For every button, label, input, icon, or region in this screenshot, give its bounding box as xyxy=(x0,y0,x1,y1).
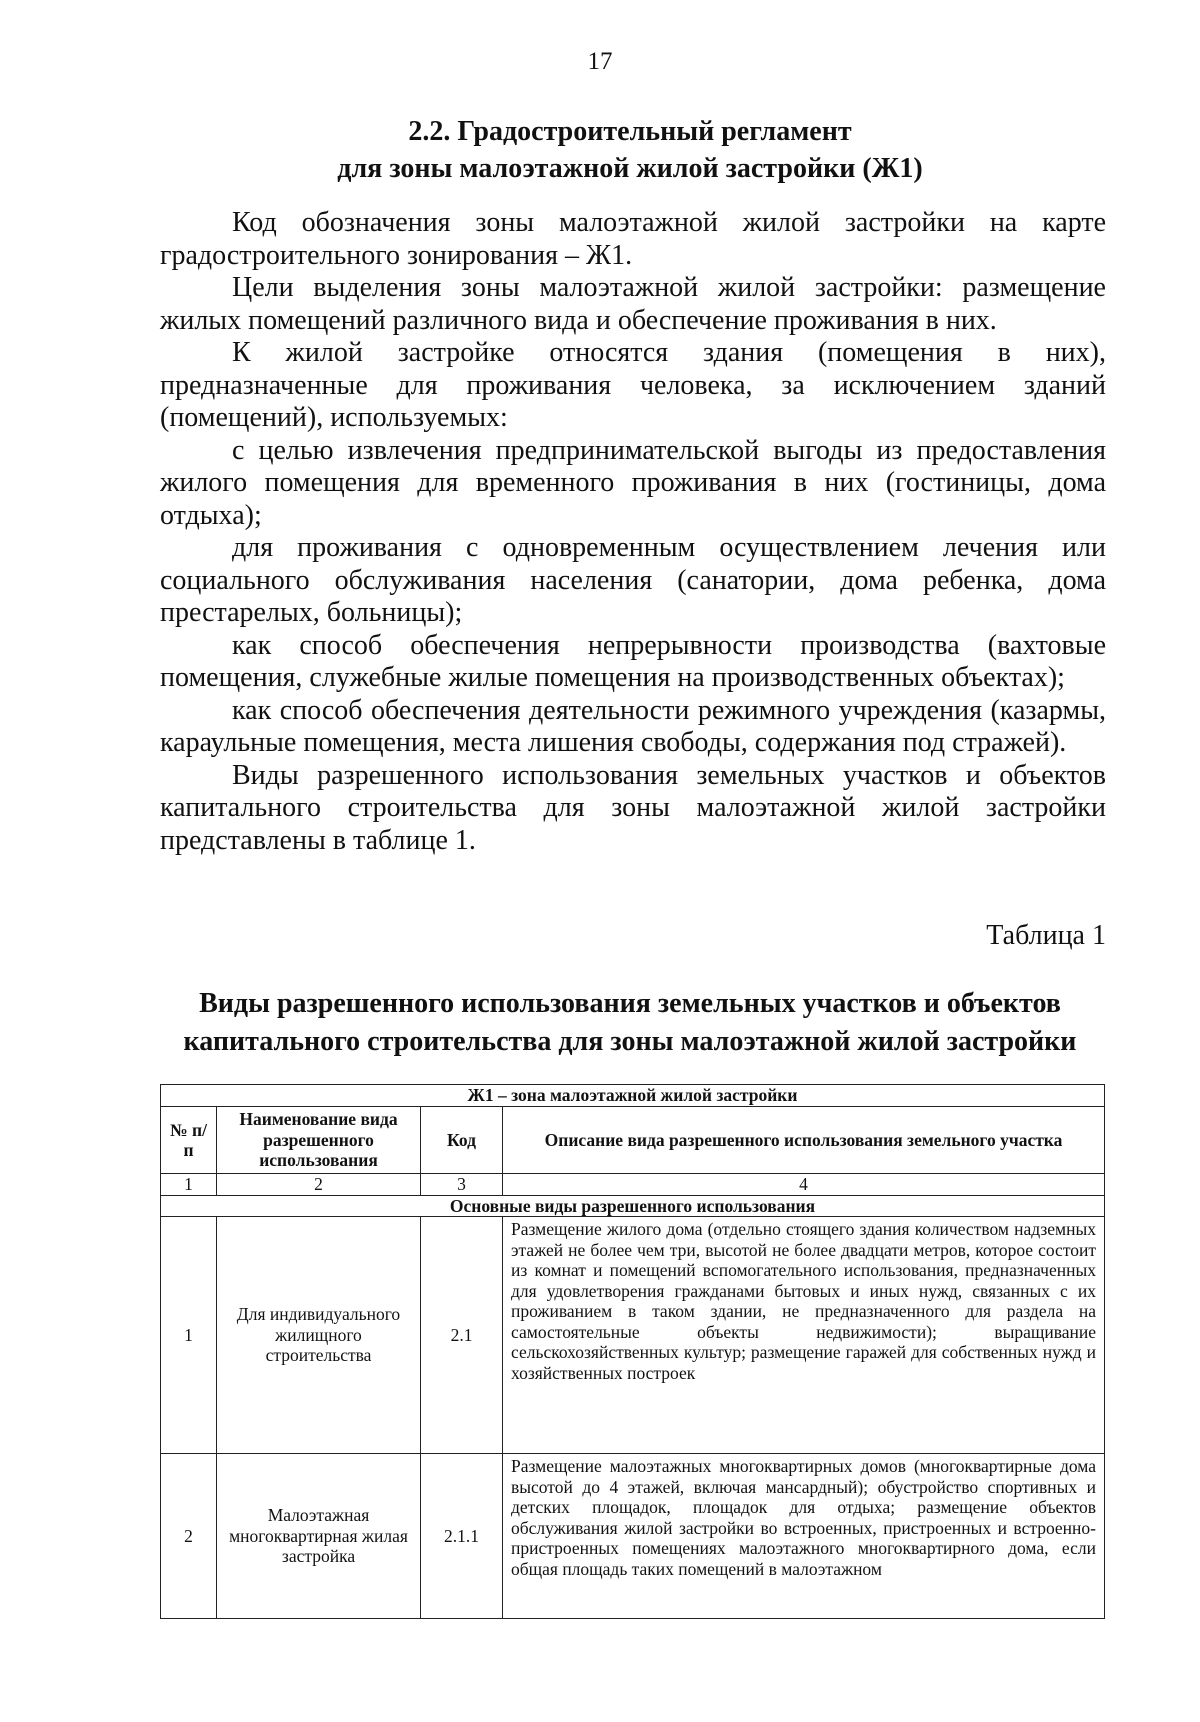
body-text xyxy=(160,207,1106,857)
table-row xyxy=(161,1217,1105,1454)
row-desc: Размещение малоэтажных многоквартирных домов (многоквартирные дома высотой до 4 этажей, включая мансардный); обустройство спортивных и детских площадок, площадок для отдыха; размещение объектов обслуживания жилой застройки во встроенных, пристроенных и встроенно-пристроенных помещениях малоэтажного многоквартирного дома, если общая площадь таких помещений в малоэтажном xyxy=(503,1454,1105,1619)
row-desc: Размещение жилого дома (отдельно стоящего здания количеством надземных этажей не более чем три, высотой не более двадцати метров, которое состоит из комнат и помещений вспомогательного использования, предназначенных для удовлетворения гражданами бытовых и иных нужд, связанных с их проживанием в таком здании, не предназначенного для раздела на самостоятельные объекты недвижимости); выращивание сельскохозяйственных культур; размещение гаражей для собственных нужд и хозяйственных построек xyxy=(503,1217,1105,1454)
table-title xyxy=(150,985,1110,1061)
paragraph: Цели выделения зоны малоэтажной жилой застройки: размещение жилых помещений различного вида и обеспечение проживания в них. xyxy=(160,272,1106,336)
section-title xyxy=(160,113,1100,187)
table-title-line-1: Виды разрешенного использования земельных участков и объектов xyxy=(199,988,1061,1019)
row-name: Малоэтажная многоквартирная жилая застройка xyxy=(217,1454,421,1619)
column-header-desc: Описание вида разрешенного использования земельного участка xyxy=(503,1107,1105,1174)
paragraph: К жилой застройке относятся здания (помещения в них), предназначенные для проживания человека, за исключением зданий (помещений), используемых: xyxy=(160,337,1106,433)
table-label: Таблица 1 xyxy=(986,920,1106,951)
paragraph: как способ обеспечения непрерывности производства (вахтовые помещения, служебные жилые помещения на производственных объектах); xyxy=(160,629,1106,693)
section-title-line-1: 2.2. Градостроительный регламент xyxy=(408,116,852,147)
row-num: 2 xyxy=(161,1454,217,1619)
column-header-code: Код xyxy=(421,1107,503,1174)
group-header: Основные виды разрешенного использования xyxy=(161,1195,1105,1217)
column-header-name: Наименование вида разрешенного использования xyxy=(217,1107,421,1174)
row-num: 1 xyxy=(161,1217,217,1454)
table-row xyxy=(161,1454,1105,1619)
column-number: 3 xyxy=(421,1174,503,1196)
zone-header: Ж1 – зона малоэтажной жилой застройки xyxy=(161,1085,1105,1107)
row-code: 2.1 xyxy=(421,1217,503,1454)
section-title-line-2: для зоны малоэтажной жилой застройки (Ж1) xyxy=(337,153,923,184)
paragraph: Виды разрешенного использования земельных участков и объектов капитального строительства для зоны малоэтажной жилой застройки представлены в таблице 1. xyxy=(160,759,1106,856)
column-number: 4 xyxy=(503,1174,1105,1196)
paragraph: как способ обеспечения деятельности режимного учреждения (казармы, караульные помещения, места лишения свободы, содержания под стражей). xyxy=(160,694,1106,758)
page-number: 17 xyxy=(587,48,613,75)
column-number: 1 xyxy=(161,1174,217,1196)
paragraph: с целью извлечения предпринимательской выгоды из предоставления жилого помещения для временного проживания в них (гостиницы, дома отдыха); xyxy=(160,434,1106,531)
column-header-num: № п/п xyxy=(161,1107,217,1174)
paragraph: Код обозначения зоны малоэтажной жилой застройки на карте градостроительного зонирования – Ж1. xyxy=(160,207,1106,271)
table-title-line-2: капитального строительства для зоны малоэтажной жилой застройки xyxy=(183,1026,1077,1057)
land-use-table xyxy=(160,1084,1105,1619)
row-code: 2.1.1 xyxy=(421,1454,503,1619)
paragraph: для проживания с одновременным осуществлением лечения или социального обслуживания населения (санатории, дома ребенка, дома престарелых, больницы); xyxy=(160,532,1106,628)
row-name: Для индивидуального жилищного строительства xyxy=(217,1217,421,1454)
column-number: 2 xyxy=(217,1174,421,1196)
